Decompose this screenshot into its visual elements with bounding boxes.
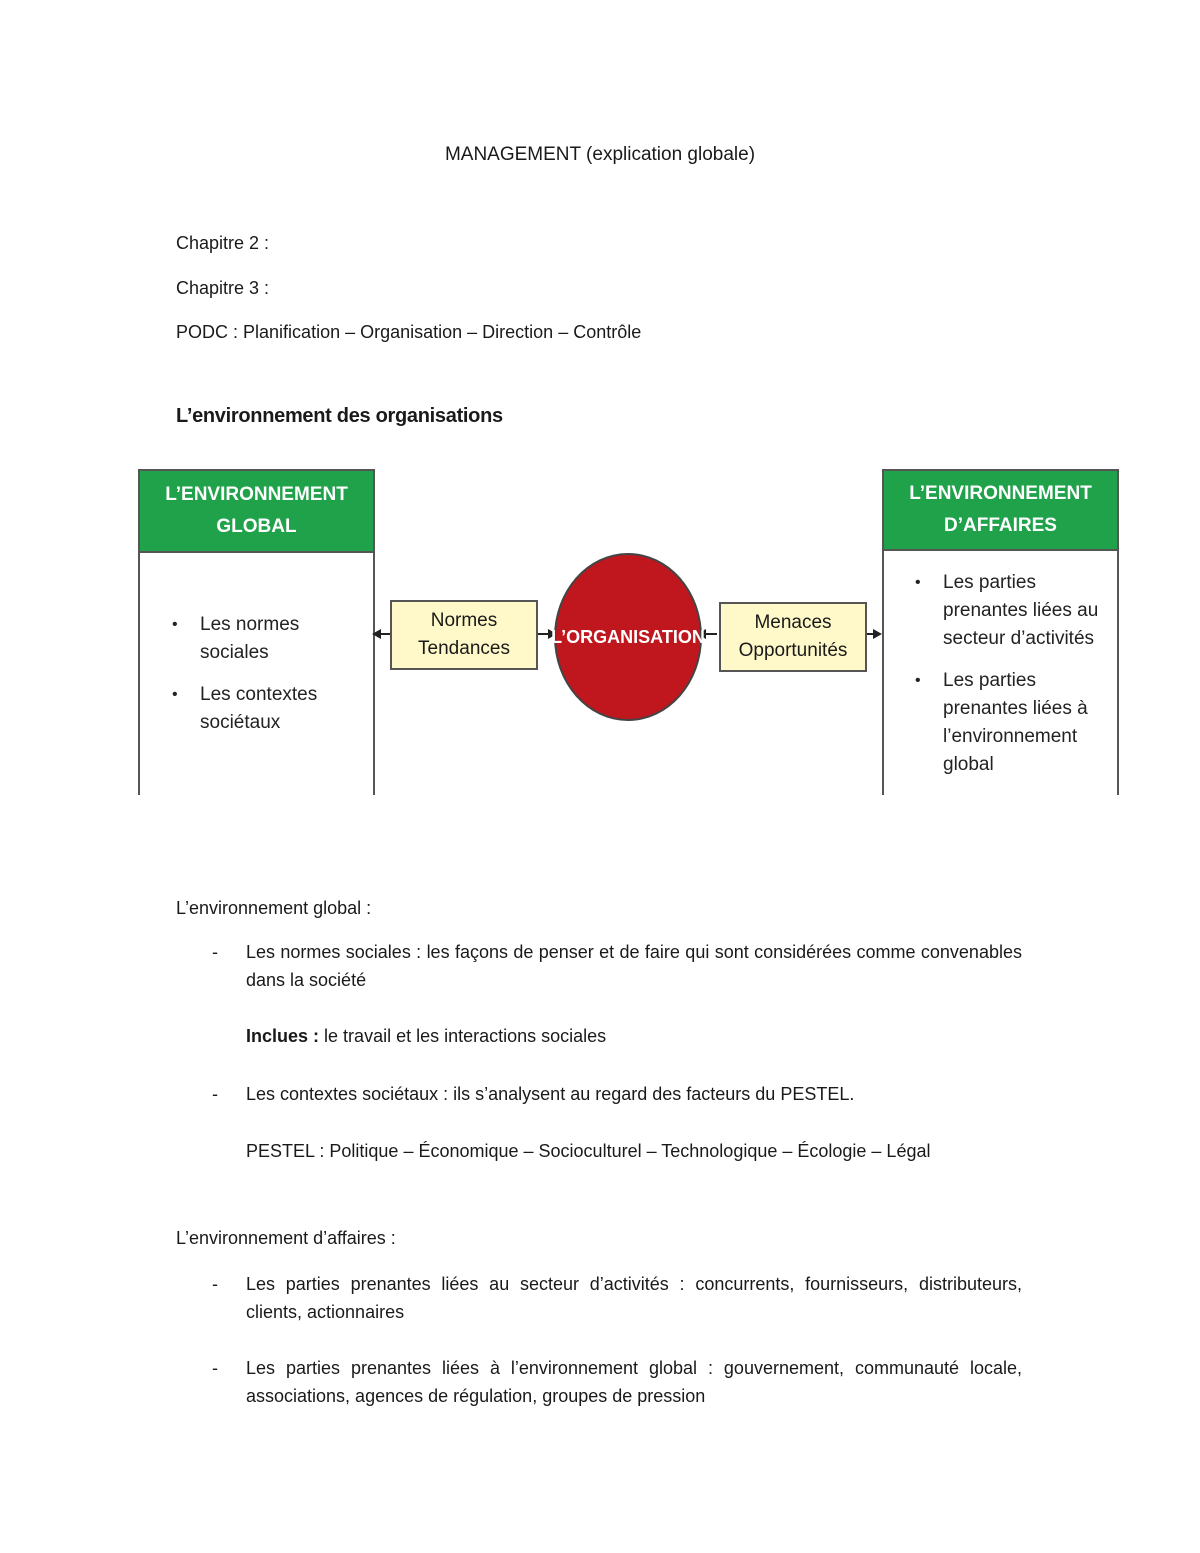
global-environment-panel bbox=[138, 469, 375, 795]
item-line: sociétaux bbox=[200, 712, 281, 733]
item-line: prenantes liées à bbox=[943, 698, 1088, 719]
right-arrow-icon bbox=[873, 629, 882, 639]
item-line: • Les contextes bbox=[200, 684, 318, 705]
norms-trends-box bbox=[390, 600, 538, 670]
term: Les contextes sociétaux : bbox=[246, 1084, 449, 1104]
affaires-heading: L’environnement d’affaires : bbox=[176, 1228, 396, 1248]
header-line: GLOBAL bbox=[216, 516, 297, 537]
box-line: Normes bbox=[430, 610, 498, 631]
section-heading: L’environnement des organisations bbox=[176, 405, 503, 427]
box-line: Opportunités bbox=[738, 640, 848, 661]
left-arrow-icon bbox=[372, 629, 381, 639]
business-environment-list bbox=[943, 569, 1117, 779]
list-item bbox=[943, 569, 1117, 653]
global-heading: L’environnement global : bbox=[176, 898, 372, 918]
item-line: l’environnement bbox=[943, 726, 1078, 747]
term: Les normes sociales : bbox=[246, 942, 422, 962]
box-line: Menaces bbox=[754, 612, 832, 633]
pestel-label: PESTEL : bbox=[246, 1141, 325, 1161]
pestel-paragraph bbox=[246, 1137, 1022, 1165]
item-line: sociales bbox=[200, 642, 269, 663]
inclues-paragraph bbox=[246, 1022, 1022, 1050]
item-line: secteur d’activités bbox=[943, 628, 1095, 649]
definition: gouvernement, communauté locale, associations, agences de régulation, groupes de pression bbox=[246, 1358, 1022, 1406]
header-line: L’ENVIRONNEMENT bbox=[165, 484, 348, 505]
list-item bbox=[200, 611, 373, 667]
header-line: D’AFFAIRES bbox=[944, 515, 1057, 536]
business-environment-panel bbox=[882, 469, 1119, 795]
list-item bbox=[943, 667, 1117, 779]
organisation-label: L’ORGANISATION bbox=[551, 626, 705, 647]
item-line: • Les parties bbox=[943, 572, 1036, 593]
podc-label: PODC : bbox=[176, 322, 239, 342]
dash-marker: - bbox=[212, 1358, 218, 1378]
global-environment-list bbox=[200, 611, 373, 737]
term: Les parties prenantes liées à l’environnement global : bbox=[246, 1358, 713, 1378]
definition: ils s’analysent au regard des facteurs du PESTEL. bbox=[453, 1084, 855, 1104]
item-line: • Les normes bbox=[200, 614, 300, 635]
dash-marker: - bbox=[212, 1084, 218, 1104]
list-item bbox=[200, 681, 373, 737]
dash-marker: - bbox=[212, 1274, 218, 1294]
document-title: MANAGEMENT (explication globale) bbox=[444, 144, 756, 165]
chapitre-3: Chapitre 3 : bbox=[176, 278, 270, 298]
term: Les parties prenantes liées au secteur d’activités : bbox=[246, 1274, 685, 1294]
dash-marker: - bbox=[212, 942, 218, 962]
header-line: L’ENVIRONNEMENT bbox=[909, 483, 1092, 504]
podc-text: Planification – Organisation – Direction – Contrôle bbox=[243, 322, 642, 342]
box-line: Tendances bbox=[418, 638, 510, 659]
definition: concurrents, fournisseurs, distributeurs, clients, actionnaires bbox=[246, 1274, 1022, 1322]
global-stakeholders-paragraph bbox=[246, 1354, 1022, 1410]
inclues-text: le travail et les interactions sociales bbox=[324, 1026, 607, 1046]
chapitre-2: Chapitre 2 : bbox=[176, 233, 270, 253]
societal-contexts-paragraph bbox=[246, 1080, 1022, 1108]
item-line: • Les parties bbox=[943, 670, 1036, 691]
social-norms-paragraph bbox=[246, 938, 1022, 994]
inclues-label: Inclues : bbox=[246, 1026, 320, 1046]
business-environment-header bbox=[884, 471, 1117, 551]
pestel-text: Politique – Économique – Socioculturel – Technologique – Écologie – Légal bbox=[329, 1141, 931, 1161]
definition: les façons de penser et de faire qui sont considérées comme convenables dans la société bbox=[246, 942, 1022, 990]
podc-line bbox=[176, 322, 641, 343]
environment-diagram bbox=[138, 469, 1138, 795]
organisation-circle bbox=[551, 553, 705, 721]
sector-stakeholders-paragraph bbox=[246, 1270, 1022, 1326]
item-line: prenantes liées au bbox=[943, 600, 1099, 621]
item-line: global bbox=[943, 754, 994, 775]
threats-opportunities-box bbox=[719, 602, 867, 672]
global-environment-header bbox=[140, 471, 373, 553]
